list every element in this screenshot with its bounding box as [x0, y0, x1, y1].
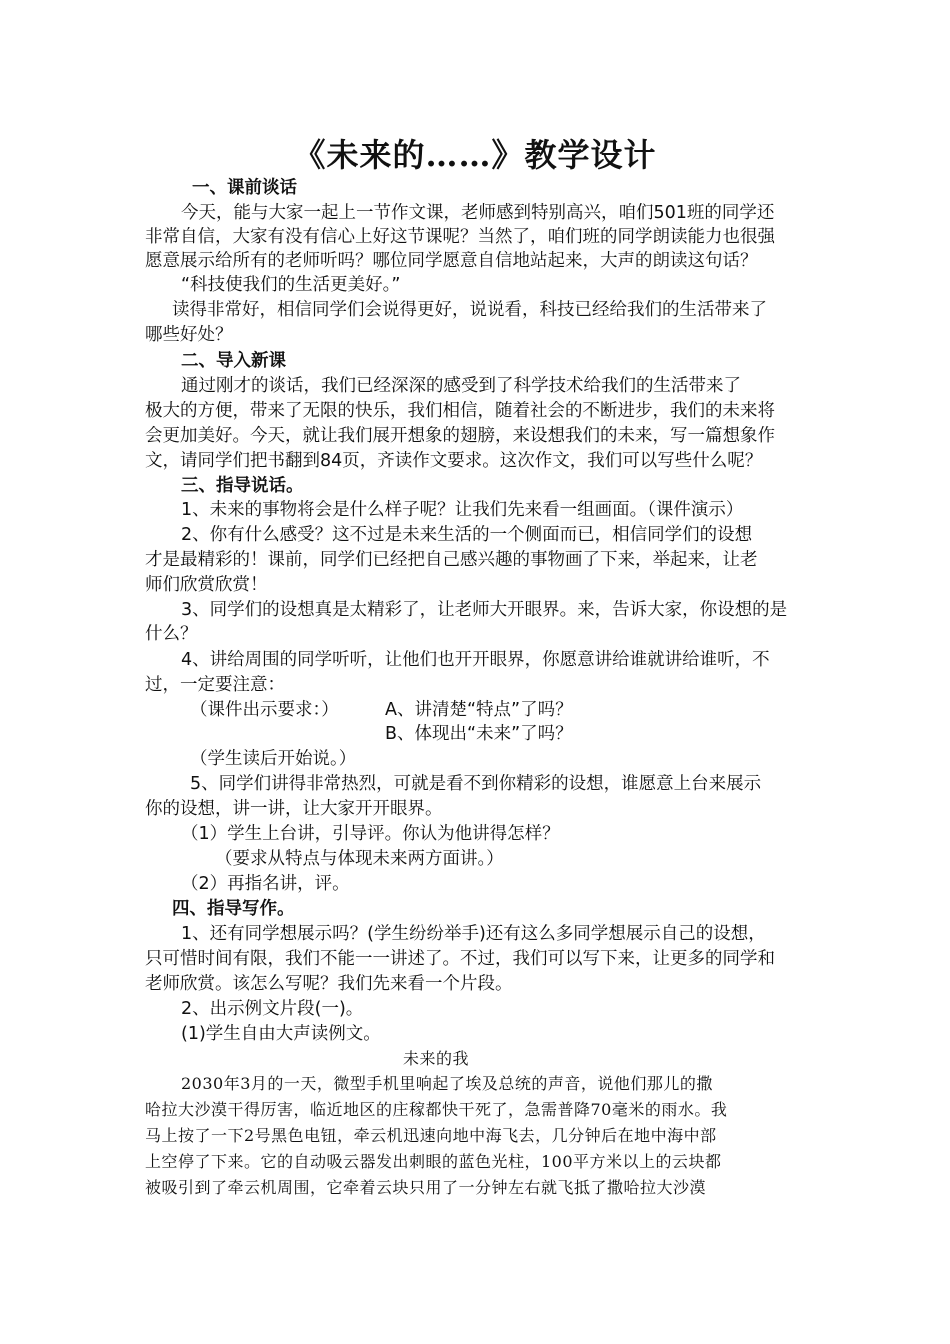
section-heading: 四、指导写作。 — [172, 899, 295, 919]
example-line: 哈拉大沙漠干得厉害，临近地区的庄稼都快干死了，急需普降70毫米的雨水。我 — [145, 1100, 728, 1119]
paragraph-line: 读得非常好，相信同学们会说得更好，说说看，科技已经给我们的生活带来了 — [172, 300, 767, 320]
section-heading: 三、指导说话。 — [181, 476, 304, 496]
section-heading: 一、课前谈话 — [192, 178, 297, 198]
paragraph-line: 文，请同学们把书翻到84页，齐读作文要求。这次作文，我们可以写些什么呢？ — [145, 451, 763, 471]
paragraph-line: （要求从特点与体现未来两方面讲。） — [215, 849, 504, 869]
example-line: 上空停了下来。它的自动吸云器发出刺眼的蓝色光柱，100平方米以上的云块都 — [145, 1152, 722, 1171]
example-line: 2030年3月的一天，微型手机里响起了埃及总统的声音，说他们那儿的撒 — [181, 1074, 713, 1093]
paragraph-line: （1）学生上台讲，引导评。你认为他讲得怎样？ — [181, 824, 560, 844]
paragraph-line: 非常自信，大家有没有信心上好这节课呢？当然了，咱们班的同学朗读能力也很强 — [145, 227, 775, 247]
paragraph-line: 1、还有同学想展示吗？(学生纷纷举手)还有这么多同学想展示自己的设想， — [181, 924, 766, 944]
paragraph-line: 才是最精彩的！课前，同学们已经把自己感兴趣的事物画了下来，举起来，让老 — [145, 550, 758, 570]
paragraph-line: 3、同学们的设想真是太精彩了，让老师大开眼界。来，告诉大家，你设想的是 — [181, 600, 788, 620]
paragraph-line: （2）再指名讲，评。 — [181, 874, 350, 894]
paragraph-line: 1、未来的事物将会是什么样子呢？让我们先来看一组画面。（课件演示） — [181, 500, 744, 520]
example-line: 被吸引到了牵云机周围，它牵着云块只用了一分钟左右就飞抵了撒哈拉大沙漠 — [145, 1178, 707, 1197]
paragraph-line: 2、你有什么感受？这不过是未来生活的一个侧面而已，相信同学们的设想 — [181, 525, 753, 545]
paragraph-line: 极大的方便，带来了无限的快乐，我们相信，随着社会的不断进步，我们的未来将 — [145, 401, 775, 421]
paragraph-line: 愿意展示给所有的老师听吗？哪位同学愿意自信地站起来，大声的朗读这句话？ — [145, 251, 758, 271]
example-line: 马上按了一下2号黑色电钮，牵云机迅速向地中海飞去，几分钟后在地中海中部 — [145, 1126, 717, 1145]
paragraph-line: （课件出示要求：） — [190, 700, 339, 720]
paragraph-line: 过，一定要注意： — [145, 675, 285, 695]
requirement-b: B、体现出“未来”了吗？ — [385, 724, 573, 744]
paragraph-line: 师们欣赏欣赏！ — [145, 575, 268, 595]
example-title: 未来的我 — [403, 1049, 470, 1068]
paragraph-line: 2、出示例文片段(一)。 — [181, 999, 364, 1019]
requirement-a: A、讲清楚“特点”了吗？ — [385, 700, 573, 720]
paragraph-line: 只可惜时间有限，我们不能一一讲述了。不过，我们可以写下来，让更多的同学和 — [145, 949, 775, 969]
section-heading: 二、导入新课 — [181, 351, 286, 371]
paragraph-line: 老师欣赏。该怎么写呢？我们先来看一个片段。 — [145, 974, 513, 994]
paragraph-line: 哪些好处？ — [145, 325, 233, 345]
quote-line: “科技使我们的生活更美好。” — [181, 275, 401, 295]
paragraph-line: 今天，能与大家一起上一节作文课，老师感到特别高兴，咱们501班的同学还 — [181, 203, 775, 223]
paragraph-line: (1)学生自由大声读例文。 — [181, 1024, 381, 1044]
paragraph-line: 通过刚才的谈话，我们已经深深的感受到了科学技术给我们的生活带来了 — [181, 376, 741, 396]
paragraph-line: （学生读后开始说。） — [190, 749, 357, 769]
paragraph-line: 4、讲给周围的同学听听，让他们也开开眼界，你愿意讲给谁就讲给谁听，不 — [181, 650, 770, 670]
document-title: 《未来的……》教学设计 — [293, 136, 657, 174]
paragraph-line: 会更加美好。今天，就让我们展开想象的翅膀，来设想我们的未来，写一篇想象作 — [145, 426, 775, 446]
paragraph-line: 5、同学们讲得非常热烈，可就是看不到你精彩的设想，谁愿意上台来展示 — [190, 774, 762, 794]
paragraph-line: 你的设想，讲一讲，让大家开开眼界。 — [145, 799, 443, 819]
paragraph-line: 什么？ — [145, 624, 198, 644]
